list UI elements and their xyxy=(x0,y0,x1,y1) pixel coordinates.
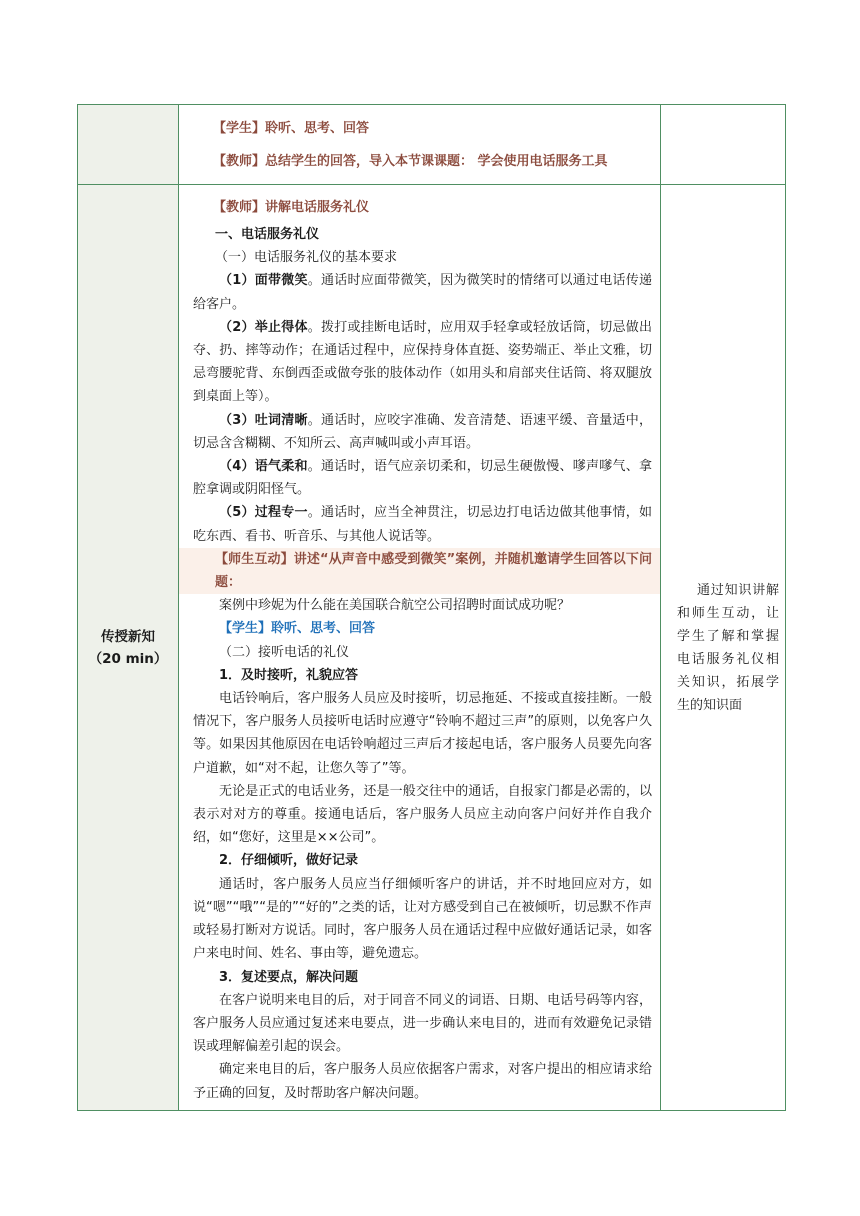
sub-heading: （二）接听电话的礼仪 xyxy=(219,644,350,660)
body-paragraph: 电话铃响后，客户服务人员应及时接听，切忌拖延、不接或直接挂断。一般情况下，客户服务人员接听电话时应遵守“铃响不超过三声”的原则，以免客户久等。如果因其他原因在电话铃响超过三声后才接起电话，客户服务人员要先向客户道歉，如“对不起，让您久等了”等。 xyxy=(193,691,652,776)
teacher-summary: 【教师】总结学生的回答，导入本节课课题： 学会使用电话服务工具 xyxy=(213,154,608,169)
content-cell xyxy=(179,105,661,185)
teacher-header: 【教师】讲解电话服务礼仪 xyxy=(213,200,370,215)
purpose-cell xyxy=(661,185,786,1111)
purpose-cell xyxy=(661,105,786,185)
stage-name: 传授新知 xyxy=(101,628,155,645)
list-item: （5）过程专一。通话时，应当全神贯注，切忌边打电话边做其他事情，如吃东西、看书、听音乐、与其他人说话等。 xyxy=(193,505,652,544)
list-item: （4）语气柔和。通话时，语气应亲切柔和，切忌生硬傲慢、嗲声嗲气、拿腔拿调或阴阳怪气。 xyxy=(193,459,652,498)
body-paragraph: 确定来电目的后，客户服务人员应依据客户需求，对客户提出的相应请求给予正确的回复，及时帮助客户解决问题。 xyxy=(193,1062,652,1101)
stage-duration: （20 min） xyxy=(88,650,168,667)
stage-cell xyxy=(78,105,179,185)
point-heading: 2．仔细倾听，做好记录 xyxy=(219,853,359,869)
list-item: （2）举止得体。拨打或挂断电话时，应用双手轻拿或轻放话筒，切忌做出夺、扔、摔等动作；在通话过程中，应保持身体直挺、姿势端正、举止文雅，切忌弯腰驼背、东倒西歪或做夸张的肢体动作（如用头和肩部夹住话筒、将双腿放到桌面上等）。 xyxy=(193,319,652,405)
point-heading: 1．及时接听，礼貌应答 xyxy=(219,667,359,683)
list-item: （1）面带微笑。通话时应面带微笑，因为微笑时的情绪可以通过电话传递给客户。 xyxy=(193,273,652,312)
sub-heading: （一）电话服务礼仪的基本要求 xyxy=(215,250,398,266)
body-paragraph: 在客户说明来电目的后，对于同音不同义的词语、日期、电话号码等内容，客户服务人员应通过复述来电要点，进一步确认来电目的，进而有效避免记录错误或理解偏差引起的误会。 xyxy=(193,992,652,1055)
section-heading: 一、电话服务礼仪 xyxy=(215,227,320,242)
table-row xyxy=(78,105,786,185)
stage-cell xyxy=(78,185,179,1111)
teaching-purpose: 通过知识讲解和师生互动，让学生了解和掌握电话服务礼仪相关知识，拓展学生的知识面 xyxy=(677,582,779,713)
interaction-prompt: 【师生互动】讲述“从声音中感受到微笑”案例，并随机邀请学生回答以下问题： xyxy=(179,548,660,594)
student-response: 【学生】聆听、思考、回答 xyxy=(213,121,370,136)
student-response: 【学生】聆听、思考、回答 xyxy=(219,621,376,637)
stage-label xyxy=(78,626,178,670)
content-cell xyxy=(179,185,661,1111)
list-item: （3）吐词清晰。通话时，应咬字准确、发音清楚、语速平缓、音量适中，切忌含含糊糊、不知所云、高声喊叫或小声耳语。 xyxy=(193,412,652,451)
case-question: 案例中珍妮为什么能在美国联合航空公司招聘时面试成功呢？ xyxy=(219,598,571,614)
body-paragraph: 通话时，客户服务人员应当仔细倾听客户的讲话，并不时地回应对方，如说“嗯”“哦”“是的”“好的”之类的话，让对方感受到自己在被倾听，切忌默不作声或轻易打断对方说话。同时，客户服务人员在通话过程中应做好通话记录，如客户来电时间、姓名、事由等，避免遗忘。 xyxy=(193,876,652,962)
table-row xyxy=(78,185,786,1111)
body-paragraph: 无论是正式的电话业务，还是一般交往中的通话，自报家门都是必需的，以表示对对方的尊重。接通电话后，客户服务人员应主动向客户问好并作自我介绍，如“您好，这里是××公司”。 xyxy=(193,783,652,846)
lesson-plan-table xyxy=(77,104,786,1111)
point-heading: 3．复述要点，解决问题 xyxy=(219,969,359,985)
